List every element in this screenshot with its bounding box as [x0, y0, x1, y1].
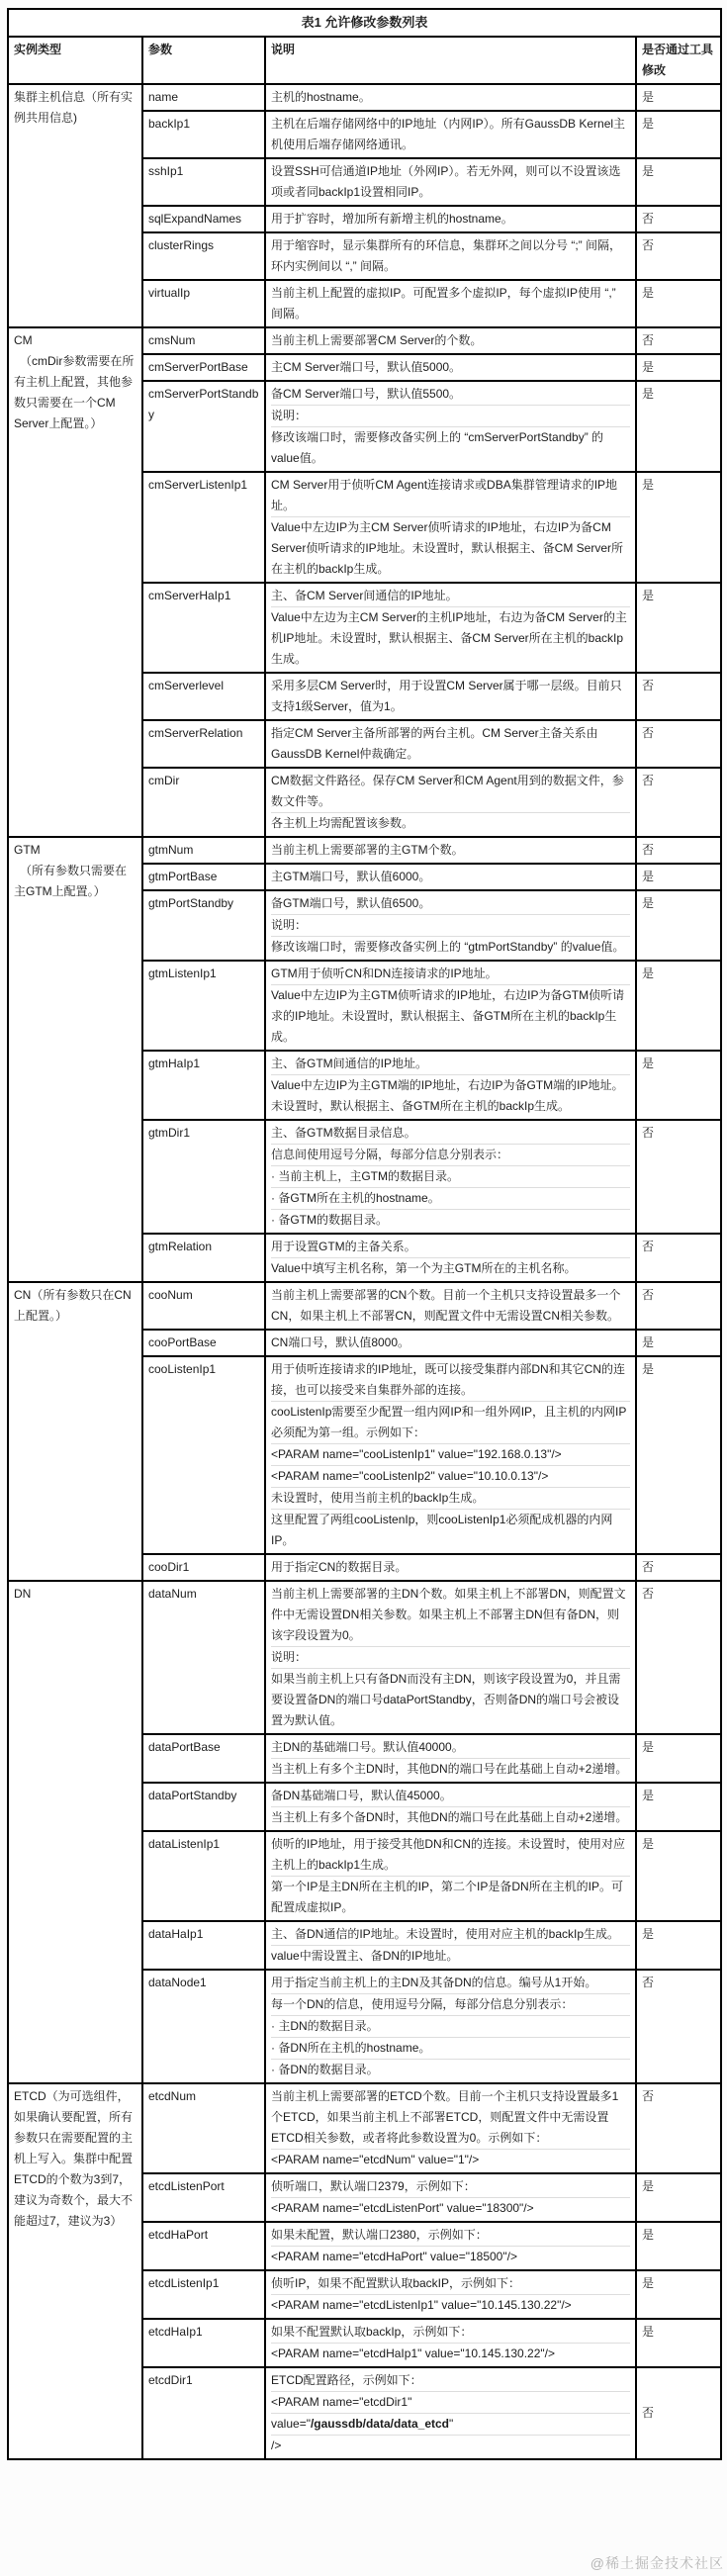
desc-paragraph: 未设置时，使用当前主机的backIp生成。: [271, 1487, 630, 1509]
desc-paragraph: <PARAM name="cooListenIp2" value="10.10.0.13"/>: [271, 1465, 630, 1487]
desc-cell: [265, 2083, 636, 2173]
param-cell: cmServerPortStandby: [142, 381, 265, 472]
desc-cell: [265, 1120, 636, 1234]
tool-modify-cell: 是: [636, 890, 721, 961]
desc-paragraph: 主、备GTM间通信的IP地址。: [271, 1057, 427, 1070]
desc-paragraph: 当前主机上需要部署CM Server的个数。: [271, 333, 483, 347]
desc-paragraph: 主DN的基础端口号。默认值40000。: [271, 1740, 464, 1754]
desc-cell: [265, 1921, 636, 1970]
desc-paragraph: 用于指定CN的数据目录。: [271, 1560, 408, 1574]
desc-paragraph: 说明：: [271, 405, 630, 426]
tool-modify-cell: 否: [636, 232, 721, 280]
desc-cell: [265, 864, 636, 890]
tool-modify-cell: 是: [636, 354, 721, 381]
desc-cell: [265, 472, 636, 583]
desc-cell: [265, 1282, 636, 1330]
desc-paragraph: CM数据文件路径。保存CM Server和CM Agent用到的数据文件，参数文件等。: [271, 774, 624, 808]
desc-paragraph: 说明：: [271, 914, 630, 936]
param-cell: etcdDir1: [142, 2367, 265, 2459]
param-cell: dataPortStandby: [142, 1783, 265, 1831]
desc-paragraph: 每一个DN的信息，使用逗号分隔，每部分信息分别表示：: [271, 1993, 630, 2015]
desc-paragraph: · 备GTM所在主机的hostname。: [271, 1187, 630, 1209]
desc-paragraph: Value中左边IP为主CM Server侦听请求的IP地址，右边IP为备CM Server侦听请求的IP地址。未设置时，默认根据主、备CM Server所在主机的backIp生成。: [271, 516, 630, 580]
instance-type-text: 集群主机信息（所有实例共用信息): [14, 90, 134, 125]
param-cell: dataPortBase: [142, 1734, 265, 1783]
desc-cell: [265, 1970, 636, 2083]
param-table: [7, 8, 722, 2460]
param-cell: cmServerHaIp1: [142, 583, 265, 673]
desc-paragraph: 主CM Server端口号，默认值5000。: [271, 360, 462, 374]
desc-cell: [265, 1831, 636, 1921]
tool-modify-cell: 否: [636, 206, 721, 232]
tool-modify-cell: 是: [636, 2222, 721, 2270]
desc-paragraph: 如果未配置，默认端口2380，示例如下：: [271, 2228, 488, 2242]
desc-paragraph: 如果不配置默认取backIp，示例如下：: [271, 2325, 473, 2339]
desc-cell: [265, 232, 636, 280]
desc-paragraph: 设置SSH可信通道IP地址（外网IP）。若无外网，则可以不设置该选项或者同backIp1设置相同IP。: [271, 164, 621, 199]
desc-paragraph: <PARAM name="etcdListenIp1" value="10.145.130.22"/>: [271, 2294, 630, 2316]
param-cell: dataNode1: [142, 1970, 265, 2083]
desc-cell: [265, 2173, 636, 2222]
desc-paragraph: GTM用于侦听CN和DN连接请求的IP地址。: [271, 966, 498, 980]
tool-modify-cell: 是: [636, 1783, 721, 1831]
desc-paragraph: 侦听的IP地址，用于接受其他DN和CN的连接。未设置时，使用对应主机上的backIp1生成。: [271, 1837, 626, 1872]
desc-paragraph: />: [271, 2435, 630, 2456]
desc-paragraph: 主、备CM Server间通信的IP地址。: [271, 589, 458, 602]
desc-paragraph: <PARAM name="etcdHaIp1" value="10.145.130.22"/>: [271, 2343, 630, 2364]
desc-bold-text: /gaussdb/data/data_etcd: [310, 2417, 450, 2431]
instance-type-text: GTM: [14, 843, 41, 857]
desc-paragraph: 主GTM端口号，默认值6000。: [271, 870, 431, 883]
desc-paragraph: 用于侦听连接请求的IP地址，既可以接受集群内部DN和其它CN的连接，也可以接受来自集群外部的连接。: [271, 1362, 626, 1397]
param-cell: etcdHaIp1: [142, 2319, 265, 2367]
tool-modify-cell: 是: [636, 2319, 721, 2367]
instance-type-cell: [8, 1282, 142, 1581]
tool-modify-cell: 否: [636, 768, 721, 837]
table-row: [8, 837, 721, 864]
param-cell: gtmHaIp1: [142, 1051, 265, 1120]
param-cell: cooListenIp1: [142, 1356, 265, 1554]
param-cell: etcdHaPort: [142, 2222, 265, 2270]
param-cell: cmDir: [142, 768, 265, 837]
desc-cell: [265, 1051, 636, 1120]
column-header: 是否通过工具修改: [636, 37, 721, 84]
desc-cell: [265, 768, 636, 837]
param-cell: sshIp1: [142, 158, 265, 206]
column-header: 参数: [142, 37, 265, 84]
desc-paragraph: [271, 2413, 630, 2435]
param-cell: gtmNum: [142, 837, 265, 864]
tool-modify-cell: 否: [636, 327, 721, 354]
instance-type-cell: [8, 837, 142, 1282]
instance-type-cell: [8, 84, 142, 327]
desc-text: value=": [271, 2417, 311, 2431]
param-cell: gtmDir1: [142, 1120, 265, 1234]
desc-paragraph: 用于指定当前主机上的主DN及其备DN的信息。编号从1开始。: [271, 1976, 597, 1989]
table-row: [8, 84, 721, 111]
desc-cell: [265, 206, 636, 232]
param-cell: backIp1: [142, 111, 265, 158]
desc-paragraph: 当前主机上需要部署的ETCD个数。目前一个主机只支持设置最多1个ETCD，如果当前主机上不部署ETCD，则配置文件中无需设置ETCD相关参数，或者将此参数设置为0。示例如下：: [271, 2089, 619, 2145]
tool-modify-cell: 是: [636, 961, 721, 1051]
desc-paragraph: 当前主机上需要部署的主DN个数。如果主机上不部署DN，则配置文件中无需设置DN相关参数。如果主机上不部署主DN但有备DN，则该字段设置为0。: [271, 1587, 626, 1642]
tool-modify-cell: 是: [636, 2270, 721, 2319]
desc-paragraph: 侦听端口，默认端口2379，示例如下：: [271, 2179, 476, 2193]
table-row: [8, 1581, 721, 1734]
desc-cell: [265, 673, 636, 720]
param-cell: sqlExpandNames: [142, 206, 265, 232]
desc-paragraph: CM Server用于侦听CM Agent连接请求或DBA集群管理请求的IP地址。: [271, 478, 618, 512]
table-title: 表1 允许修改参数列表: [8, 9, 721, 37]
tool-modify-cell: 否: [636, 1120, 721, 1234]
desc-cell: [265, 583, 636, 673]
desc-paragraph: 主、备GTM数据目录信息。: [271, 1126, 416, 1140]
desc-cell: [265, 1330, 636, 1356]
param-cell: cmServerlevel: [142, 673, 265, 720]
param-cell: dataNum: [142, 1581, 265, 1734]
tool-modify-cell: 是: [636, 583, 721, 673]
tool-modify-cell: 是: [636, 2173, 721, 2222]
desc-cell: [265, 354, 636, 381]
desc-paragraph: 修改该端口时，需要修改备实例上的 “gtmPortStandby” 的value值。: [271, 936, 630, 958]
desc-paragraph: 指定CM Server主备所部署的两台主机。CM Server主备关系由GaussDB Kernel仲裁确定。: [271, 726, 598, 761]
desc-paragraph: 主机在后端存储网络中的IP地址（内网IP）。所有GaussDB Kernel主机使用后端存储网络通讯。: [271, 117, 626, 151]
tool-modify-cell: 否: [636, 720, 721, 768]
tool-modify-cell: 是: [636, 1330, 721, 1356]
param-cell: name: [142, 84, 265, 111]
desc-paragraph: <PARAM name="etcdNum" value="1"/>: [271, 2149, 630, 2170]
instance-type-text: CN（所有参数只在CN上配置。）: [14, 1288, 132, 1323]
tool-modify-cell: 否: [636, 2367, 721, 2459]
param-cell: clusterRings: [142, 232, 265, 280]
tool-modify-cell: 否: [636, 673, 721, 720]
tool-modify-cell: 是: [636, 1921, 721, 1970]
desc-paragraph: CN端口号，默认值8000。: [271, 1335, 410, 1349]
desc-cell: [265, 280, 636, 327]
desc-paragraph: <PARAM name="cooListenIp1" value="192.168.0.13"/>: [271, 1443, 630, 1465]
desc-paragraph: Value中填写主机名称，第一个为主GTM所在的主机名称。: [271, 1257, 630, 1279]
desc-paragraph: · 备DN所在主机的hostname。: [271, 2037, 630, 2059]
desc-cell: [265, 158, 636, 206]
desc-paragraph: 主、备DN通信的IP地址。未设置时，使用对应主机的backIp生成。: [271, 1927, 620, 1941]
instance-type-text: （cmDir参数需要在所有主机上配置，其他参数只需要在一个CM Server上配置。）: [14, 354, 135, 430]
tool-modify-cell: 是: [636, 84, 721, 111]
desc-paragraph: 当主机上有多个备DN时，其他DN的端口号在此基础上自动+2递增。: [271, 1806, 630, 1828]
desc-cell: [265, 2270, 636, 2319]
table-row: [8, 327, 721, 354]
desc-paragraph: · 备DN的数据目录。: [271, 2059, 630, 2080]
tool-modify-cell: 否: [636, 1581, 721, 1734]
desc-paragraph: · 当前主机上，主GTM的数据目录。: [271, 1165, 630, 1187]
desc-paragraph: 备DN基础端口号，默认值45000。: [271, 1789, 452, 1802]
desc-cell: [265, 1783, 636, 1831]
param-cell: cmServerPortBase: [142, 354, 265, 381]
desc-paragraph: Value中左边为主CM Server的主机IP地址，右边为备CM Server的主机IP地址。未设置时，默认根据主、备CM Server所在主机的backIp生成。: [271, 606, 630, 670]
param-cell: dataListenIp1: [142, 1831, 265, 1921]
instance-type-text: CM: [14, 333, 33, 347]
tool-modify-cell: 是: [636, 1734, 721, 1783]
watermark: @稀土掘金技术社区: [590, 2555, 724, 2571]
tool-modify-cell: 否: [636, 1282, 721, 1330]
param-cell: virtualIp: [142, 280, 265, 327]
column-header: 实例类型: [8, 37, 142, 84]
desc-paragraph: 当前主机上需要部署的CN个数。目前一个主机只支持设置最多一个CN，如果主机上不部署CN，则配置文件中无需设置CN相关参数。: [271, 1288, 621, 1323]
tool-modify-cell: 是: [636, 1051, 721, 1120]
param-cell: etcdNum: [142, 2083, 265, 2173]
param-cell: cmServerListenIp1: [142, 472, 265, 583]
desc-paragraph: 当前主机上配置的虚拟IP。可配置多个虚拟IP，每个虚拟IP使用 “,” 间隔。: [271, 286, 616, 321]
tool-modify-cell: 是: [636, 111, 721, 158]
param-cell: etcdListenPort: [142, 2173, 265, 2222]
title-row: [8, 9, 721, 37]
tool-modify-cell: 否: [636, 1234, 721, 1282]
desc-paragraph: 信息间使用逗号分隔，每部分信息分别表示：: [271, 1144, 630, 1165]
desc-cell: [265, 1581, 636, 1734]
desc-paragraph: 用于扩容时，增加所有新增主机的hostname。: [271, 212, 513, 226]
param-cell: gtmRelation: [142, 1234, 265, 1282]
tool-modify-cell: 是: [636, 381, 721, 472]
desc-paragraph: <PARAM name="etcdHaPort" value="18500"/>: [271, 2246, 630, 2267]
param-cell: cmServerRelation: [142, 720, 265, 768]
desc-cell: [265, 961, 636, 1051]
desc-paragraph: 各主机上均需配置该参数。: [271, 812, 630, 834]
desc-paragraph: <PARAM name="etcdDir1": [271, 2391, 630, 2413]
desc-paragraph: 备GTM端口号，默认值6500。: [271, 896, 431, 910]
desc-paragraph: 如果当前主机上只有备DN而没有主DN，则该字段设置为0，并且需要设置备DN的端口号dataPortStandby，否则备DN的端口号会被设置为默认值。: [271, 1668, 630, 1731]
desc-paragraph: 用于缩容时，显示集群所有的环信息，集群环之间以分号 “;” 间隔，环内实例间以 “,” 间隔。: [271, 238, 621, 273]
desc-cell: [265, 1734, 636, 1783]
param-cell: cooPortBase: [142, 1330, 265, 1356]
desc-cell: [265, 1554, 636, 1581]
tool-modify-cell: 否: [636, 2083, 721, 2173]
desc-paragraph: 主机的hostname。: [271, 90, 371, 104]
header-row: [8, 37, 721, 84]
param-cell: gtmPortBase: [142, 864, 265, 890]
param-cell: etcdListenIp1: [142, 2270, 265, 2319]
desc-text: ": [449, 2417, 454, 2431]
table-row: [8, 2083, 721, 2173]
desc-paragraph: 这里配置了两组cooListenIp，则cooListenIp1必须配成机器的内网IP。: [271, 1509, 630, 1551]
desc-paragraph: 侦听IP，如果不配置默认取backIP，示例如下：: [271, 2276, 521, 2290]
table-row: [8, 1282, 721, 1330]
desc-cell: [265, 381, 636, 472]
param-cell: cmsNum: [142, 327, 265, 354]
tool-modify-cell: 是: [636, 472, 721, 583]
tool-modify-cell: 是: [636, 864, 721, 890]
desc-paragraph: 当前主机上需要部署的主GTM个数。: [271, 843, 464, 857]
desc-cell: [265, 1356, 636, 1554]
tool-modify-cell: 是: [636, 1831, 721, 1921]
desc-cell: [265, 837, 636, 864]
param-cell: dataHaIp1: [142, 1921, 265, 1970]
desc-paragraph: Value中左边IP为主GTM端的IP地址，右边IP为备GTM端的IP地址。未设置时，默认根据主、备GTM所在主机的backIp生成。: [271, 1074, 630, 1117]
desc-paragraph: ETCD配置路径，示例如下：: [271, 2373, 422, 2387]
tool-modify-cell: 是: [636, 158, 721, 206]
desc-cell: [265, 890, 636, 961]
desc-cell: [265, 111, 636, 158]
instance-type-cell: [8, 1581, 142, 2083]
instance-type-text: DN: [14, 1587, 32, 1601]
desc-paragraph: 备CM Server端口号，默认值5500。: [271, 387, 462, 401]
tool-modify-cell: 否: [636, 1554, 721, 1581]
param-cell: cooDir1: [142, 1554, 265, 1581]
desc-cell: [265, 2367, 636, 2459]
tool-modify-cell: 是: [636, 280, 721, 327]
desc-paragraph: 用于设置GTM的主备关系。: [271, 1240, 416, 1253]
desc-paragraph: 采用多层CM Server时，用于设置CM Server属于哪一层级。目前只支持1级Server，值为1。: [271, 679, 622, 713]
column-header: 说明: [265, 37, 636, 84]
param-cell: gtmPortStandby: [142, 890, 265, 961]
desc-cell: [265, 327, 636, 354]
desc-cell: [265, 2222, 636, 2270]
tool-modify-cell: 是: [636, 1356, 721, 1554]
instance-type-cell: [8, 327, 142, 837]
desc-cell: [265, 84, 636, 111]
param-cell: gtmListenIp1: [142, 961, 265, 1051]
desc-cell: [265, 1234, 636, 1282]
instance-type-text: ETCD（为可选组件，如果确认要配置，所有参数只在需要配置的主机上写入。集群中配置ETCD的个数为3到7，建议为奇数个，最大不能超过7，建议为3）: [14, 2089, 134, 2228]
desc-paragraph: · 备GTM的数据目录。: [271, 1209, 630, 1231]
tool-modify-cell: 否: [636, 1970, 721, 2083]
desc-paragraph: 当主机上有多个主DN时，其他DN的端口号在此基础上自动+2递增。: [271, 1758, 630, 1780]
desc-paragraph: Value中左边IP为主GTM侦听请求的IP地址，右边IP为备GTM侦听请求的IP地址。未设置时，默认根据主、备GTM所在主机的backIp生成。: [271, 984, 630, 1048]
desc-paragraph: cooListenIp需要至少配置一组内网IP和一组外网IP，且主机的内网IP必须配为第一组。示例如下：: [271, 1401, 630, 1443]
instance-type-cell: [8, 2083, 142, 2459]
desc-paragraph: value中需设置主、备DN的IP地址。: [271, 1945, 630, 1967]
desc-paragraph: · 主DN的数据目录。: [271, 2015, 630, 2037]
tool-modify-cell: 否: [636, 837, 721, 864]
desc-cell: [265, 720, 636, 768]
desc-paragraph: 第一个IP是主DN所在主机的IP，第二个IP是备DN所在主机的IP。可配置成虚拟IP。: [271, 1876, 630, 1918]
desc-paragraph: 说明：: [271, 1646, 630, 1668]
instance-type-text: （所有参数只需要在主GTM上配置。）: [14, 864, 128, 898]
desc-cell: [265, 2319, 636, 2367]
desc-paragraph: 修改该端口时，需要修改备实例上的 “cmServerPortStandby” 的value值。: [271, 426, 630, 469]
desc-paragraph: <PARAM name="etcdListenPort" value="18300"/>: [271, 2197, 630, 2219]
param-cell: cooNum: [142, 1282, 265, 1330]
